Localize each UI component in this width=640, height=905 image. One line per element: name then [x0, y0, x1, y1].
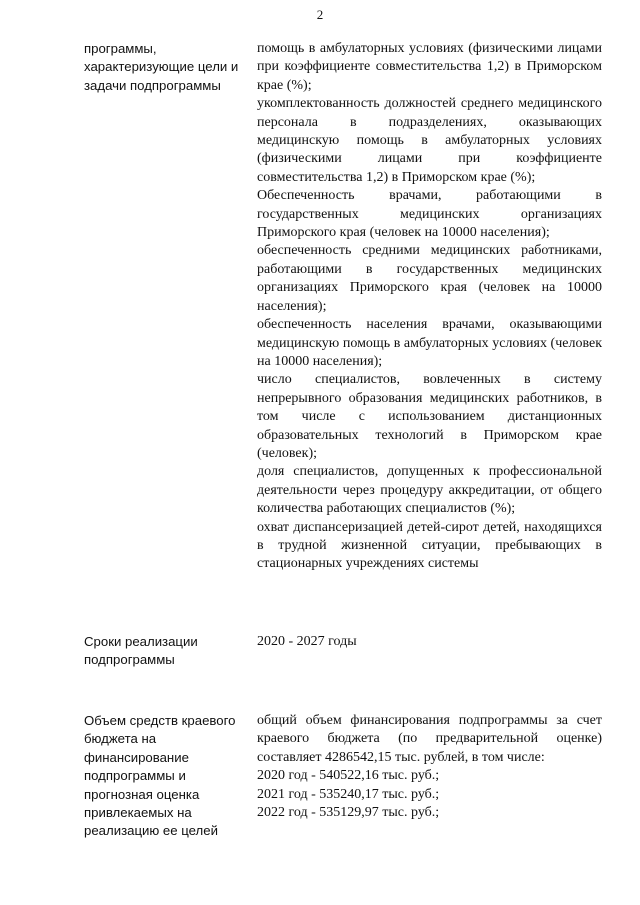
- list-item: 2022 год - 535129,97 тыс. руб.;: [257, 805, 440, 821]
- list-item: охват диспансеризацией детей-сирот детей, находящихся в трудной жизненной ситуации, пребывающих в стационарных учреждениях системы: [257, 519, 602, 572]
- list-item: общий объем финансирования подпрограммы за счет краевого бюджета (по предварительной оценке) составляет 4286542,15 тыс. рублей, в том числе:: [257, 713, 602, 765]
- list-item: Обеспеченность врачами, работающими в государственных медицинских организациях Приморского края (человек на 10000 населения);: [257, 188, 602, 241]
- list-item: 2021 год - 535240,17 тыс. руб.;: [257, 786, 440, 802]
- list-item: доля специалистов, допущенных к профессиональной деятельности через процедуру аккредитации, от общего количества работающих специалистов (%);: [257, 464, 602, 517]
- row-label: Объем средств краевого бюджета на финансирование подпрограммы и прогнозная оценка привлекаемых на реализацию ее целей: [84, 713, 236, 839]
- list-item: укомплектованность должностей среднего медицинского персонала в подразделениях, оказывающих медицинскую помощь в амбулаторных условиях (физическими лицами при коэффициенте совместительства 1,2) в Приморском крае (%);: [257, 96, 602, 185]
- row-label: программы, характеризующие цели и задачи подпрограммы: [84, 41, 239, 93]
- row-content: [257, 40, 602, 574]
- row-content: [257, 633, 602, 651]
- list-item: помощь в амбулаторных условиях (физическими лицами при коэффициенте совместительства 1,2) в Приморском крае (%);: [257, 41, 602, 93]
- list-item: обеспеченность населения врачами, оказывающими медицинскую помощь в амбулаторных условиях (человек на 10000 населения);: [257, 317, 602, 369]
- list-item: обеспеченность средними медицинских работниками, работающими в государственных медицинских организациях Приморского края (человек на 10000 населения);: [257, 243, 602, 314]
- list-item: 2020 год - 540522,16 тыс. руб.;: [257, 768, 440, 784]
- row-label: Сроки реализации подпрограммы: [84, 634, 198, 668]
- list-item: число специалистов, вовлеченных в систему непрерывного образования медицинских работников, в том числе с использованием дистанционных образовательных технологий в Приморском крае (человек);: [257, 372, 602, 461]
- list-item: 2020 - 2027 годы: [257, 634, 357, 649]
- page-number: 2: [316, 7, 324, 22]
- row-content: [257, 712, 602, 822]
